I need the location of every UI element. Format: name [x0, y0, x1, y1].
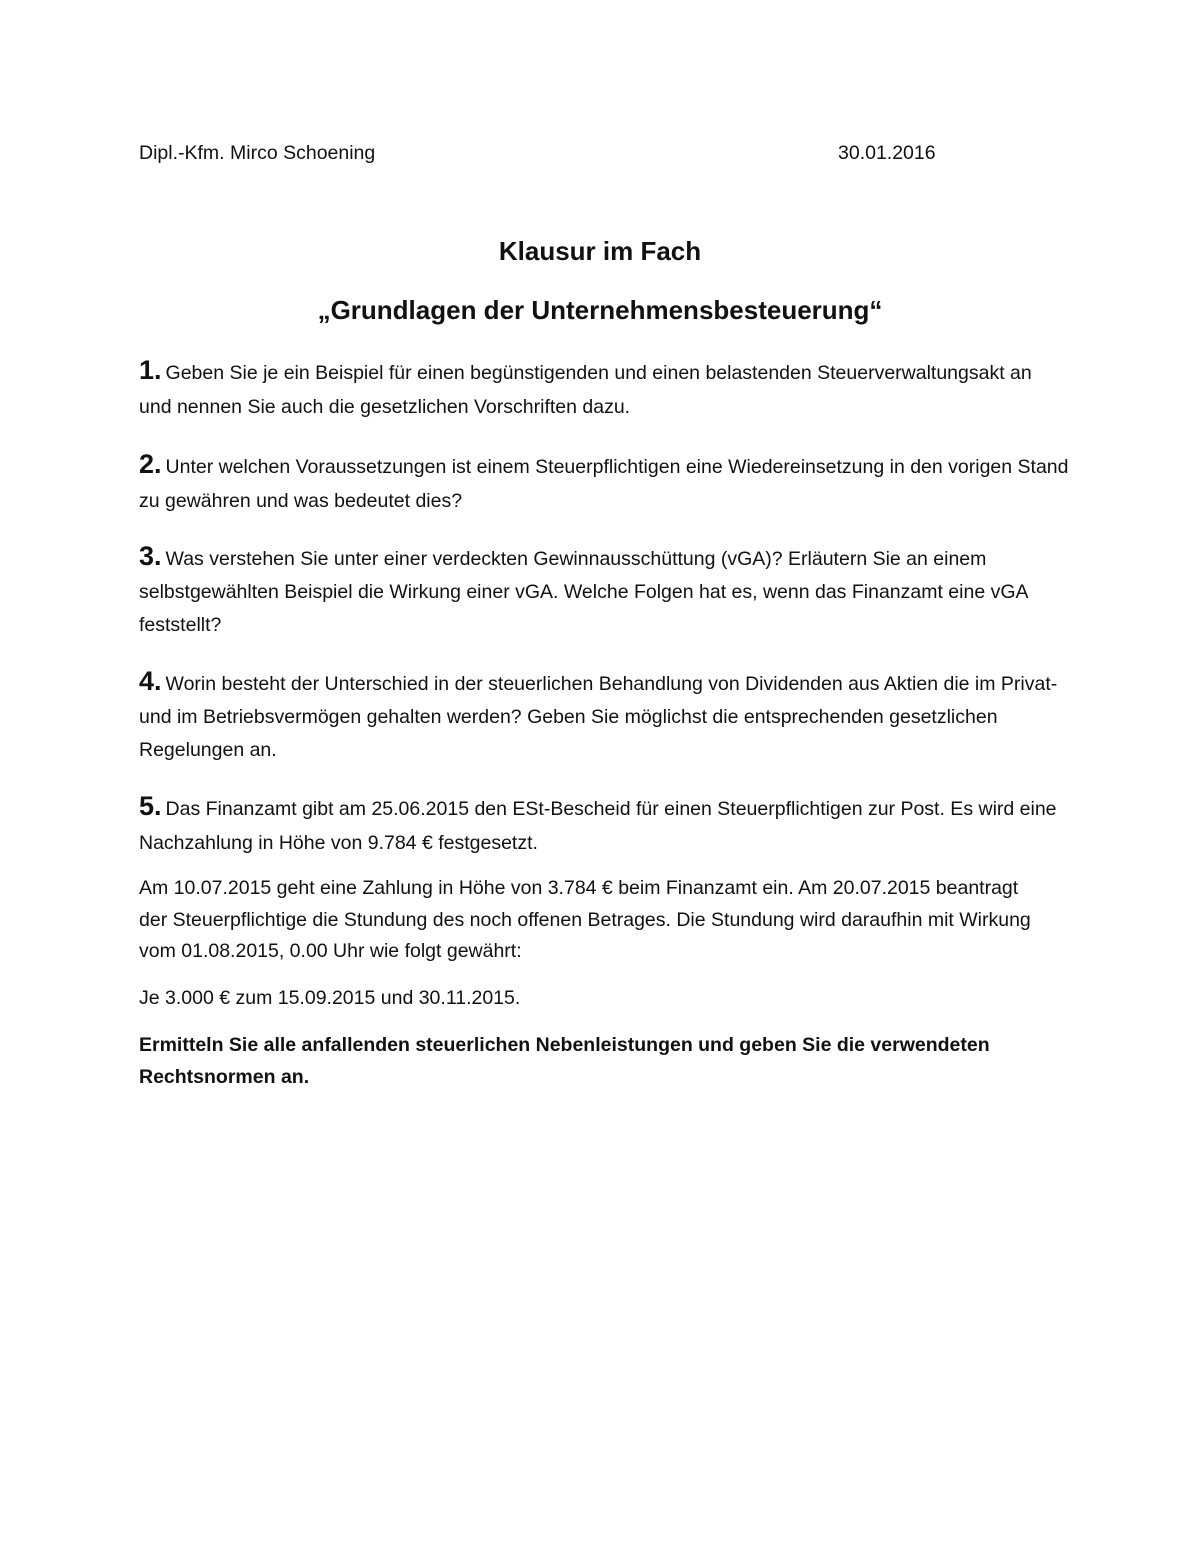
question-5-installments: Je 3.000 € zum 15.09.2015 und 30.11.2015. — [139, 987, 521, 1009]
question-text: Worin besteht der Unterschied in der steuerlichen Behandlung von Dividenden aus Aktien die im Privat- und im Betriebsvermögen gehalten werden? Geben Sie möglichst die entsprechenden gesetzlichen Regelungen an. — [139, 673, 1058, 761]
question-3 — [139, 540, 1069, 642]
question-text: Geben Sie je ein Beispiel für einen begünstigenden und einen belastenden Steuerverwaltungsakt an und nennen Sie auch die gesetzlichen Vorschriften dazu. — [139, 362, 1032, 418]
question-number: 4. — [139, 666, 162, 696]
question-1 — [139, 353, 1069, 424]
exam-date: 30.01.2016 — [838, 142, 936, 164]
question-5-details: Am 10.07.2015 geht eine Zahlung in Höhe von 3.784 € beim Finanzamt ein. Am 20.07.2015 beantragt der Steuerpflichtige die Stundung des noch offenen Betrages. Die Stundung wird daraufhin mit Wirkung vom 01.08.2015, 0.00 Uhr wie folgt gewährt: — [139, 877, 1031, 962]
author-name: Dipl.-Kfm. Mirco Schoening — [139, 142, 376, 164]
question-number: 3. — [139, 541, 162, 571]
question-4 — [139, 665, 1069, 767]
question-number: 5. — [139, 791, 162, 821]
page-subtitle: „Grundlagen der Unternehmensbesteuerung“ — [317, 295, 883, 325]
question-number: 2. — [139, 449, 162, 479]
question-text: Unter welchen Voraussetzungen ist einem Steuerpflichtigen eine Wiedereinsetzung in den vorigen Stand zu gewähren und was bedeutet dies? — [139, 456, 1069, 512]
question-2 — [139, 447, 1069, 518]
question-5-task: Ermitteln Sie alle anfallenden steuerlichen Nebenleistungen und geben Sie die verwendeten Rechtsnormen an. — [139, 1034, 990, 1088]
question-text: Das Finanzamt gibt am 25.06.2015 den ESt-Bescheid für einen Steuerpflichtigen zur Post. Es wird eine Nachzahlung in Höhe von 9.784 € festgesetzt. — [139, 798, 1057, 854]
question-number: 1. — [139, 355, 162, 385]
question-5 — [139, 789, 1059, 860]
page-title: Klausur im Fach — [498, 236, 702, 266]
question-text: Was verstehen Sie unter einer verdeckten Gewinnausschüttung (vGA)? Erläutern Sie an einem selbstgewählten Beispiel die Wirkung einer vGA. Welche Folgen hat es, wenn das Finanzamt eine vGA feststellt? — [139, 548, 1028, 636]
